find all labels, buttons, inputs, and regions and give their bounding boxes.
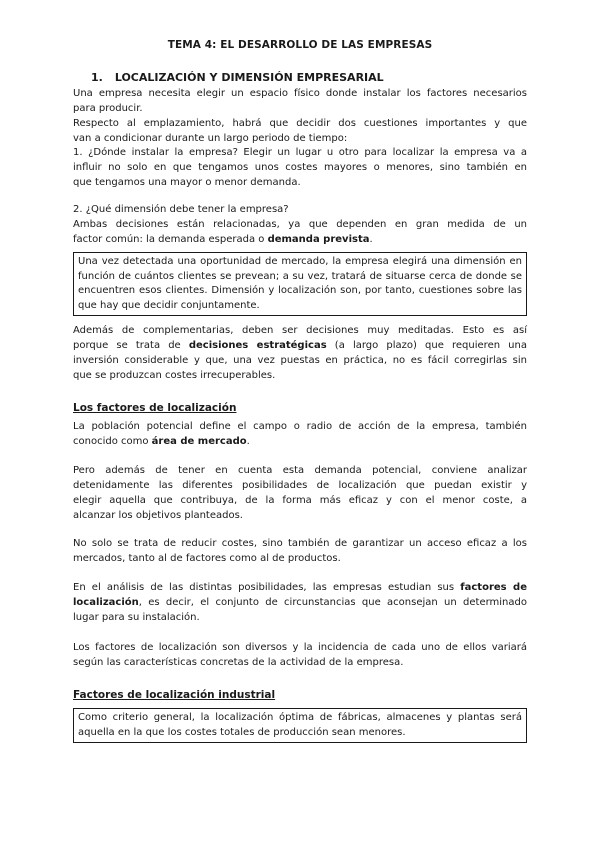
decisiones-estrategicas-term: decisiones estratégicas [188, 340, 327, 351]
question-1-line-2: influir no solo en que tengamos unos costes mayores o menores, sino también en [73, 162, 527, 173]
factors-definition-line-2 [73, 595, 527, 610]
question-2-paragraph [73, 202, 527, 247]
emplacement-line-1: Respecto al emplazamiento, habrá que decidir dos cuestiones importantes y que [73, 118, 527, 129]
access-line-1: No solo se trata de reducir costes, sino también de garantizar un acceso eficaz a los [73, 538, 527, 549]
factors-definition-line-3: lugar para su instalación. [73, 612, 200, 623]
factors-heading: Los factores de localización [73, 402, 237, 414]
section-1-heading-text: LOCALIZACIÓN Y DIMENSIÓN EMPRESARIAL [114, 71, 384, 84]
market-area-line-2-end: . [246, 436, 250, 447]
intro-line-2: para producir. [73, 103, 143, 114]
localizacion-term: localización [73, 597, 139, 608]
question-1-line-3: que tengamos una mayor o menor demanda. [73, 177, 301, 188]
diversity-line-1: Los factores de localización son diversos y la incidencia de cada uno de ellos variará [73, 642, 527, 653]
analysis-paragraph [73, 463, 527, 523]
question-1-paragraph [73, 145, 527, 190]
strategic-line-4: que se produzcan costes irrecuperables. [73, 370, 276, 381]
question-1-line-1: 1. ¿Dónde instalar la empresa? Elegir un lugar u otro para localizar la empresa va a [73, 147, 527, 158]
related-line-2 [73, 232, 527, 247]
market-area-line-1: La población potencial define el campo o radio de acción de la empresa, también [73, 421, 527, 432]
analysis-line-1: Pero además de tener en cuenta esta demanda potencial, conviene analizar [73, 465, 527, 476]
strategic-line-1: Además de complementarias, deben ser decisiones muy meditadas. Esto es así [73, 325, 527, 336]
emplacement-line-2: van a condicionar durante un largo periodo de tiempo: [73, 133, 348, 144]
emplacement-paragraph [73, 116, 527, 146]
access-line-2: mercados, tanto al de factores como al de productos. [73, 553, 341, 564]
industrial-heading: Factores de localización industrial [73, 689, 276, 701]
factors-definition-line-1 [73, 580, 527, 595]
strategic-line-2-end: (a largo plazo) que requieren una [326, 340, 527, 351]
analysis-line-2: detenidamente las diferentes posibilidades de localización que puedan existir y [73, 480, 527, 491]
related-line-1: Ambas decisiones están relacionadas, ya que dependen en gran medida de un [73, 219, 527, 230]
area-de-mercado-term: área de mercado [151, 436, 247, 447]
section-1-heading [91, 71, 384, 84]
market-area-line-2-text: conocido como [73, 436, 152, 447]
factors-definition-line-1-text: En el análisis de las distintas posibilidades, las empresas estudian sus [73, 582, 461, 593]
factors-definition-line-2-text: , es decir, el conjunto de circunstancias que aconsejan un determinado [138, 597, 527, 608]
related-line-2-text: factor común: la demanda esperada o [73, 234, 268, 245]
diversity-line-2: según las características concretas de la actividad de la empresa. [73, 657, 404, 668]
related-line-2-end: . [369, 234, 373, 245]
strategic-line-2 [73, 338, 527, 353]
strategic-line-3: inversión considerable y que, una vez puestas en práctica, no es fácil corregirlas sin [73, 355, 527, 366]
opportunity-box: Una vez detectada una oportunidad de mercado, la empresa elegirá una dimensión en función de cuántos clientes se prevean; a su vez, tratará de situarse cerca de donde se encuentren esos clientes. Dimensión y localización son, por tanto, cuestiones sobre las que hay que decidir conjuntamente. [73, 252, 527, 316]
diversity-paragraph [73, 640, 527, 670]
industrial-criterion-box: Como criterio general, la localización óptima de fábricas, almacenes y plantas será aquella en la que los costes totales de producción sean menores. [73, 708, 527, 743]
demanda-prevista-term: demanda prevista [267, 234, 370, 245]
factors-definition-paragraph [73, 580, 527, 625]
analysis-line-4: alcanzar los objetivos planteados. [73, 510, 243, 521]
analysis-line-3: elegir aquella que contribuya, de la forma más eficaz y con el menor coste, a [73, 495, 527, 506]
intro-line-1: Una empresa necesita elegir un espacio físico donde instalar los factores necesarios [73, 88, 527, 99]
intro-paragraph [73, 86, 527, 116]
market-area-paragraph [73, 419, 527, 449]
strategic-line-2-text: porque se trata de [73, 340, 189, 351]
strategic-paragraph [73, 323, 527, 383]
market-area-line-2 [73, 434, 527, 449]
factores-de-term: factores de [460, 582, 528, 593]
access-paragraph [73, 536, 527, 566]
question-2-line: 2. ¿Qué dimensión debe tener la empresa? [73, 204, 289, 215]
document-title: TEMA 4: EL DESARROLLO DE LAS EMPRESAS [167, 39, 433, 51]
section-1-number: 1. [91, 71, 103, 84]
